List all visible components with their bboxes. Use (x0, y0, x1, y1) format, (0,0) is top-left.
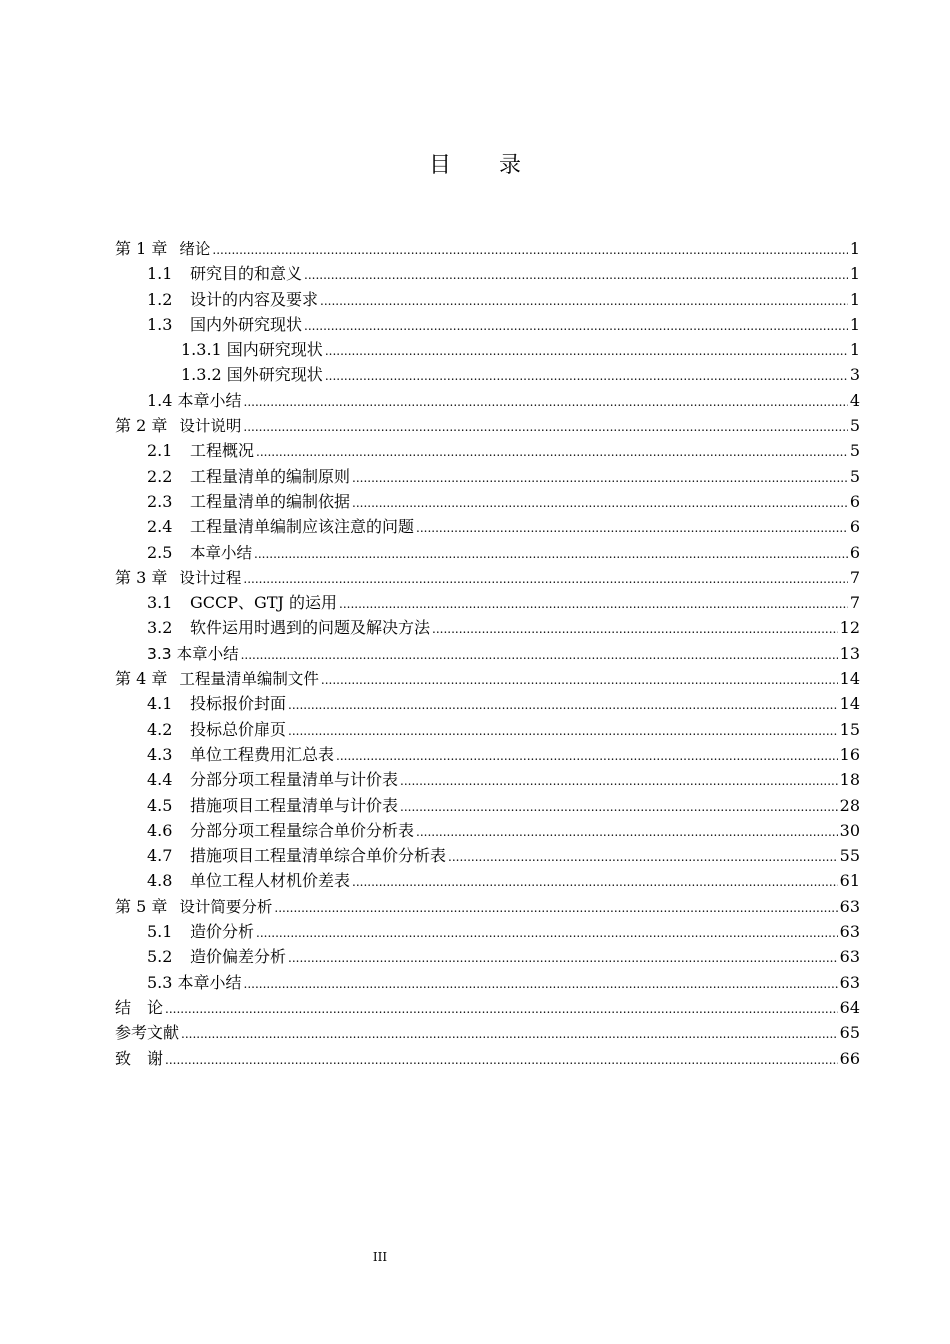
toc-entry[interactable] (115, 868, 860, 893)
toc-entry-page: 14 (839, 694, 860, 714)
page-title (0, 148, 950, 179)
toc-entry-label: 投标报价封面 (190, 694, 287, 714)
toc-leader-dots (256, 440, 848, 465)
toc-entry[interactable] (115, 514, 860, 539)
toc-leader-dots (325, 339, 848, 364)
toc-leader-dots (244, 390, 848, 415)
toc-leader-dots (336, 744, 838, 769)
toc-entry-label: 工程量清单的编制原则 (190, 466, 351, 486)
toc-entry-number: 第 2 章 (115, 416, 168, 436)
toc-entry[interactable] (115, 236, 860, 261)
toc-entry[interactable] (115, 413, 860, 438)
toc-entry-label: 造价分析 (190, 922, 255, 942)
toc-entry-label: 措施项目工程量清单综合单价分析表 (190, 846, 447, 866)
toc-entry[interactable] (115, 362, 860, 387)
toc-entry-label: 1.3.2 国外研究现状 (181, 365, 323, 385)
toc-leader-dots (288, 946, 838, 971)
table-of-contents (115, 236, 860, 1071)
toc-entry-number: 第 4 章 (115, 669, 168, 689)
toc-entry[interactable] (115, 590, 860, 615)
toc-entry-number: 4.5 (147, 795, 173, 815)
toc-entry-label: 结 论 (115, 997, 164, 1017)
toc-entry[interactable] (115, 1020, 860, 1045)
toc-entry-number: 4.8 (147, 871, 173, 891)
toc-entry-page: 5 (849, 441, 860, 461)
toc-entry-number: 4.6 (147, 820, 173, 840)
toc-entry[interactable] (115, 666, 860, 691)
toc-leader-dots (165, 1048, 838, 1073)
toc-entry-page: 14 (839, 669, 860, 689)
toc-leader-dots (181, 1022, 838, 1047)
toc-entry-page: 63 (839, 922, 860, 942)
toc-entry-number: 3.2 (147, 618, 173, 638)
toc-entry[interactable] (115, 312, 860, 337)
toc-entry-page: 7 (849, 593, 860, 613)
toc-leader-dots (165, 997, 838, 1022)
toc-entry-number: 1.1 (147, 264, 173, 284)
toc-entry[interactable] (115, 615, 860, 640)
toc-entry-label: 国内外研究现状 (190, 314, 303, 334)
toc-leader-dots (288, 719, 838, 744)
toc-entry[interactable] (115, 894, 860, 919)
toc-entry-label: 投标总价扉页 (190, 719, 287, 739)
toc-leader-dots (304, 263, 848, 288)
toc-leader-dots (256, 921, 838, 946)
toc-entry-page: 1 (849, 239, 860, 258)
toc-entry[interactable] (115, 287, 860, 312)
toc-leader-dots (400, 769, 838, 794)
toc-entry[interactable] (115, 717, 860, 742)
toc-entry-number: 2.1 (147, 441, 173, 461)
toc-entry[interactable] (115, 995, 860, 1020)
toc-entry-number: 4.2 (147, 719, 173, 739)
toc-entry[interactable] (115, 919, 860, 944)
toc-entry-number: 4.3 (147, 744, 173, 764)
toc-entry-label: 分部分项工程量综合单价分析表 (190, 820, 415, 840)
toc-leader-dots (416, 516, 848, 541)
toc-entry-page: 30 (839, 820, 860, 840)
toc-entry-page: 65 (839, 1023, 860, 1043)
toc-entry-page: 55 (839, 846, 860, 866)
toc-leader-dots (254, 542, 848, 567)
toc-leader-dots (304, 314, 848, 339)
toc-leader-dots (241, 643, 838, 668)
toc-entry-label: 单位工程费用汇总表 (190, 744, 335, 764)
toc-entry[interactable] (115, 767, 860, 792)
toc-entry[interactable] (115, 438, 860, 463)
toc-entry-number: 2.4 (147, 517, 173, 537)
toc-leader-dots (400, 795, 838, 820)
toc-entry-page: 18 (839, 770, 860, 790)
toc-entry[interactable] (115, 793, 860, 818)
toc-entry-page: 61 (839, 871, 860, 891)
toc-entry-page: 6 (849, 517, 860, 537)
toc-entry-label: 分部分项工程量清单与计价表 (190, 770, 399, 790)
toc-entry-label: 3.3 本章小结 (147, 644, 239, 663)
toc-entry[interactable] (115, 540, 860, 565)
toc-entry-page: 66 (839, 1048, 860, 1068)
toc-entry-page: 13 (839, 643, 860, 663)
toc-entry-page: 6 (849, 542, 860, 562)
toc-entry-page: 16 (839, 744, 860, 764)
footer-page-number: III (372, 1250, 388, 1264)
toc-leader-dots (352, 491, 848, 516)
toc-entry-label: 本章小结 (190, 543, 253, 562)
toc-entry-label: 研究目的和意义 (190, 264, 303, 284)
toc-entry-number: 2.2 (147, 466, 173, 486)
toc-entry[interactable] (115, 944, 860, 969)
toc-leader-dots (339, 592, 848, 617)
toc-entry-page: 28 (839, 795, 860, 815)
toc-entry-label: 5.3 本章小结 (147, 972, 242, 992)
toc-entry-number: 2.3 (147, 491, 173, 511)
toc-entry-page: 1 (849, 289, 860, 309)
toc-entry-number: 5.2 (147, 947, 173, 967)
toc-entry-page: 1 (849, 314, 860, 334)
toc-entry-number: 1.2 (147, 289, 173, 309)
toc-leader-dots (325, 364, 848, 389)
toc-entry-page: 64 (839, 997, 860, 1017)
toc-entry-number: 4.4 (147, 770, 173, 790)
toc-entry-page: 63 (839, 947, 860, 967)
toc-entry-label: 措施项目工程量清单与计价表 (190, 795, 399, 815)
toc-leader-dots (212, 238, 847, 263)
toc-entry[interactable] (115, 742, 860, 767)
toc-entry[interactable] (115, 641, 860, 666)
toc-entry-label: 设计简要分析 (179, 897, 273, 916)
toc-leader-dots (288, 693, 838, 718)
title-char-1: 目 (428, 153, 451, 178)
title-char-2: 录 (499, 153, 522, 178)
toc-leader-dots (352, 466, 848, 491)
toc-entry-label: 设计过程 (179, 568, 242, 587)
toc-entry-number: 4.7 (147, 846, 173, 866)
toc-entry-label: 参考文献 (115, 1023, 180, 1043)
toc-entry-page: 15 (839, 719, 860, 739)
toc-entry[interactable] (115, 337, 860, 362)
toc-leader-dots (448, 845, 838, 870)
toc-leader-dots (243, 567, 847, 592)
toc-entry-number: 第 5 章 (115, 896, 168, 916)
toc-entry-page: 1 (849, 340, 860, 360)
toc-entry-label: 设计的内容及要求 (190, 289, 319, 309)
toc-entry-number: 1.3 (147, 314, 173, 334)
toc-entry-label: 造价偏差分析 (190, 947, 287, 967)
toc-entry-label: 工程量清单的编制依据 (190, 491, 351, 511)
toc-entry-number: 第 3 章 (115, 567, 168, 587)
toc-entry[interactable] (115, 565, 860, 590)
toc-entry-page: 63 (839, 972, 860, 992)
toc-leader-dots (244, 972, 838, 997)
toc-entry-label: 1.4 本章小结 (147, 390, 242, 410)
toc-entry-label: 致 谢 (115, 1048, 164, 1068)
toc-entry[interactable] (115, 970, 860, 995)
toc-entry[interactable] (115, 388, 860, 413)
toc-entry-page: 1 (849, 264, 860, 284)
toc-entry-page: 6 (849, 491, 860, 511)
toc-entry-label: 软件运用时遇到的问题及解决方法 (190, 618, 431, 638)
toc-entry[interactable] (115, 1046, 860, 1071)
toc-entry[interactable] (115, 818, 860, 843)
toc-entry-label: 单位工程人材机价差表 (190, 871, 351, 891)
toc-entry-number: 5.1 (147, 922, 173, 942)
toc-entry-label: 工程量清单编制应该注意的问题 (190, 517, 415, 537)
toc-leader-dots (274, 896, 837, 921)
toc-entry-number: 3.1 (147, 593, 173, 613)
toc-entry-label: GCCP、GTJ 的运用 (190, 593, 337, 613)
toc-entry-page: 7 (849, 567, 860, 587)
toc-entry-page: 3 (849, 365, 860, 385)
toc-entry-page: 12 (839, 618, 860, 638)
toc-entry-label: 绪论 (179, 240, 211, 258)
toc-entry[interactable] (115, 464, 860, 489)
toc-entry-page: 5 (849, 466, 860, 486)
toc-entry-label: 工程概况 (190, 441, 255, 461)
toc-entry-number: 2.5 (147, 542, 173, 562)
toc-entry-page: 5 (849, 416, 860, 436)
toc-entry[interactable] (115, 261, 860, 286)
toc-leader-dots (352, 870, 838, 895)
toc-entry-page: 63 (839, 896, 860, 916)
toc-entry-number: 4.1 (147, 694, 173, 714)
toc-entry-label: 工程量清单编制文件 (179, 670, 319, 689)
toc-leader-dots (432, 617, 838, 642)
toc-entry[interactable] (115, 489, 860, 514)
toc-entry-number: 第 1 章 (115, 239, 168, 258)
toc-entry[interactable] (115, 691, 860, 716)
toc-entry-page: 4 (849, 390, 860, 410)
toc-leader-dots (320, 289, 848, 314)
toc-entry-label: 设计说明 (179, 417, 242, 436)
toc-leader-dots (243, 415, 847, 440)
toc-leader-dots (321, 668, 838, 693)
toc-leader-dots (416, 820, 838, 845)
toc-entry-label: 1.3.1 国内研究现状 (181, 340, 323, 360)
toc-entry[interactable] (115, 843, 860, 868)
